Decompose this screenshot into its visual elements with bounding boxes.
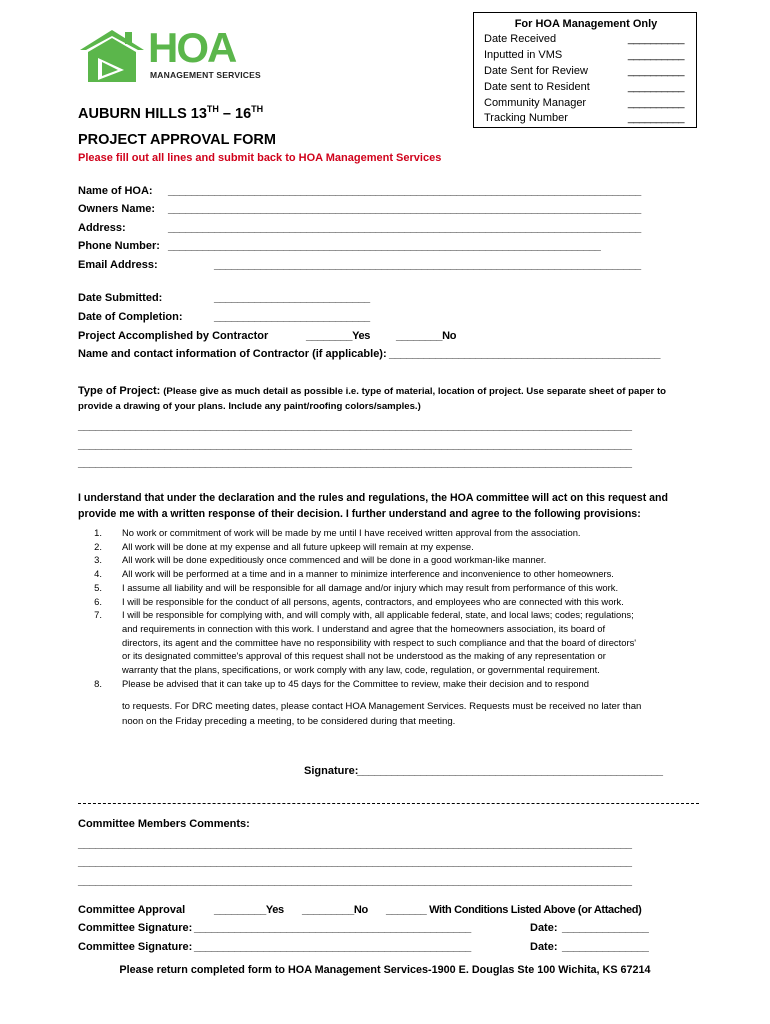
mgmt-row-label: Date sent to Resident — [484, 81, 590, 93]
project-type-line1 — [78, 385, 666, 397]
mgmt-row-label: Date Received — [484, 33, 557, 45]
address-field[interactable]: __________________________________________________________________________________ — [168, 222, 641, 234]
provision-8-line2: to requests. For DRC meeting dates, please contact HOA Management Services. Requests must be received no later than — [122, 701, 642, 712]
email-label: Email Address: — [78, 259, 158, 271]
signature-field[interactable]: _____________________________________________________ — [357, 765, 663, 777]
provision-item: 1. No work or commitment of work will be made by me until I have received written approval from the association. — [94, 527, 581, 538]
mgmt-row-inputted-vms — [484, 49, 684, 61]
address-label: Address: — [78, 222, 126, 234]
management-box-title: For HOA Management Only — [514, 18, 658, 30]
committee-date-label-1: Date: — [530, 922, 558, 934]
mgmt-row-label: Tracking Number — [484, 112, 568, 124]
instruction-text: Please fill out all lines and submit back to HOA Management Services — [78, 152, 442, 164]
section-divider — [78, 803, 699, 804]
project-description-line-2[interactable]: ________________________________________________________________________________________________ — [78, 439, 632, 451]
date-completion-label: Date of Completion: — [78, 311, 183, 323]
mgmt-row-label: Community Manager — [484, 97, 587, 109]
date-submitted-field[interactable]: ___________________________ — [214, 292, 370, 304]
committee-signature-field-2[interactable]: ________________________________________________ — [194, 941, 471, 953]
committee-comments-label: Committee Members Comments: — [78, 818, 250, 830]
mgmt-row-line[interactable]: __________ — [627, 97, 684, 109]
contractor-info-label: Name and contact information of Contractor (if applicable): — [78, 348, 387, 360]
contractor-no-field[interactable]: ________No — [396, 330, 457, 342]
mgmt-row-label: Date Sent for Review — [484, 65, 588, 77]
agreement-intro-line2: provide me with a written response of their decision. I further understand and agree to the following provisions: — [78, 508, 641, 520]
project-description-line-3[interactable]: ________________________________________________________________________________________________ — [78, 457, 632, 469]
mgmt-row-line[interactable]: __________ — [627, 65, 684, 77]
project-type-label: Type of Project: — [78, 385, 161, 397]
mgmt-row-line[interactable]: __________ — [627, 81, 684, 93]
committee-date-field-2[interactable]: _______________ — [562, 941, 649, 953]
committee-approval-yes[interactable]: _________Yes — [214, 904, 284, 916]
committee-signature-label-1: Committee Signature: — [78, 922, 193, 934]
provision-item: 8. Please be advised that it can take up to 45 days for the Committee to review, make their decision and to respond — [94, 677, 589, 689]
mgmt-row-line[interactable]: __________ — [627, 112, 684, 124]
mgmt-row-date-sent-resident — [484, 81, 684, 93]
committee-signature-label-2: Committee Signature: — [78, 941, 193, 953]
date-submitted-label: Date Submitted: — [78, 292, 163, 304]
hoa-name-label: Name of HOA: — [78, 185, 153, 197]
project-type-note: (Please give as much detail as possible i.e. type of material, location of project. Use separate sheet of paper to — [163, 386, 667, 397]
mgmt-row-line[interactable]: __________ — [627, 33, 684, 45]
project-type-note-line2: provide a drawing of your plans. Include any paint/roofing colors/samples.) — [78, 401, 421, 412]
mgmt-row-date-received — [484, 33, 684, 45]
provision-item: 3. All work will be done expeditiously once commenced and will be done in a good workman-like manner. — [94, 554, 547, 566]
provisions-list — [86, 526, 706, 690]
hoa-logo — [78, 24, 268, 84]
provision-item: 7. I will be responsible for complying with, and will comply with, all applicable federal, state, and local laws; codes; regulations; and requirements in connection with this work. I understand and agree that the homeowners association, its board of directors, its agent and the committee have no responsibility with respect to such compliance and that the board of directors' or its designated committee's approval of this request shall not be understood as the making of any representation or warranty that the plans, specifications, or work comply with any law, code, regulation, or governmental requirement. — [94, 609, 637, 676]
contractor-info-field[interactable]: _______________________________________________ — [389, 348, 661, 360]
logo-brand-text: HOA — [148, 24, 236, 71]
mgmt-row-community-manager — [484, 97, 684, 109]
owners-name-label: Owners Name: — [78, 203, 156, 215]
management-use-box — [473, 12, 697, 128]
mgmt-row-line[interactable]: __________ — [627, 49, 684, 61]
committee-signature-field-1[interactable]: ________________________________________________ — [194, 922, 471, 934]
committee-comment-line-2[interactable]: ________________________________________________________________________________________________ — [78, 856, 632, 868]
logo-subtitle: MANAGEMENT SERVICES — [150, 70, 261, 80]
contractor-label: Project Accomplished by Contractor — [78, 330, 269, 342]
owners-name-field[interactable]: __________________________________________________________________________________ — [168, 203, 641, 215]
hoa-name-field[interactable]: __________________________________________________________________________________ — [168, 185, 641, 197]
committee-comment-line-1[interactable]: ________________________________________________________________________________________________ — [78, 838, 632, 850]
return-address-footer: Please return completed form to HOA Management Services-1900 E. Douglas Ste 100 Wichita, KS 67214 — [119, 964, 651, 976]
mgmt-row-tracking-number — [484, 112, 684, 124]
mgmt-row-date-sent-review — [484, 65, 684, 77]
signature-label: Signature: — [304, 765, 359, 777]
provision-item: 4. All work will be performed at a time and in a manner to minimize interference and inconvenience to other homeowners. — [94, 568, 614, 580]
project-description-line-1[interactable]: ________________________________________________________________________________________________ — [78, 420, 632, 432]
committee-date-field-1[interactable]: _______________ — [562, 922, 649, 934]
committee-approval-conditions[interactable]: _______ With Conditions Listed Above (or Attached) — [386, 904, 642, 916]
date-completion-field[interactable]: ___________________________ — [214, 311, 370, 323]
phone-label: Phone Number: — [78, 240, 160, 252]
committee-date-label-2: Date: — [530, 941, 558, 953]
form-title: PROJECT APPROVAL FORM — [78, 132, 276, 148]
phone-field[interactable]: ___________________________________________________________________________ — [168, 240, 601, 252]
committee-approval-no[interactable]: _________No — [302, 904, 368, 916]
committee-comment-line-3[interactable]: ________________________________________________________________________________________________ — [78, 875, 632, 887]
agreement-intro-line1: I understand that under the declaration and the rules and regulations, the HOA committee will act on this request and — [78, 492, 669, 504]
provision-item: 2. All work will be done at my expense and all future upkeep will remain at my expense. — [94, 540, 474, 552]
provision-8-line3: noon on the Friday preceding a meeting, to be considered during that meeting. — [122, 716, 456, 727]
provision-item: 5. I assume all liability and will be responsible for all damage and/or injury which may result from performance of this work. — [94, 581, 619, 593]
mgmt-row-label: Inputted in VMS — [484, 49, 563, 61]
email-field[interactable]: __________________________________________________________________________ — [214, 259, 641, 271]
provision-item: 6. I will be responsible for the conduct of all persons, agents, contractors, and employees who are connected with this work. — [94, 595, 624, 607]
community-title: AUBURN HILLS 13TH – 16TH — [78, 104, 264, 122]
contractor-yes-field[interactable]: ________Yes — [306, 330, 371, 342]
committee-approval-label: Committee Approval — [78, 904, 186, 916]
